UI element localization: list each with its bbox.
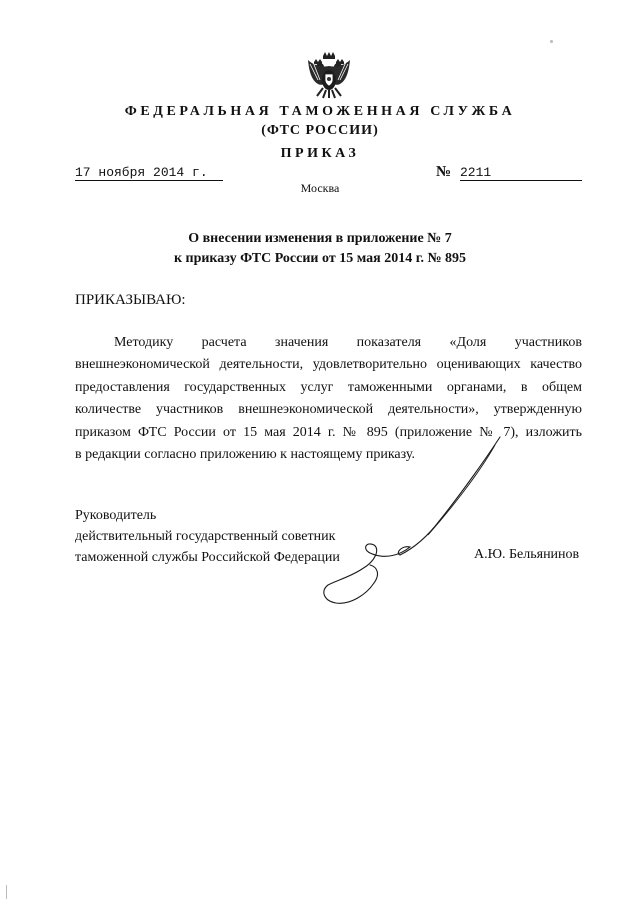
document-type: ПРИКАЗ	[280, 146, 360, 161]
order-subject	[0, 229, 640, 269]
signer-name: А.Ю. Бельянинов	[474, 547, 580, 562]
subject-line: О внесении изменения в приложение № 7	[188, 231, 452, 246]
number-sign: №	[436, 164, 452, 180]
body-line: приказом ФТС России от 15 мая 2014 г. № 895 (приложение № 7), изложить	[75, 424, 582, 440]
scan-speck	[550, 40, 553, 43]
signer-title-line: Руководитель	[75, 508, 157, 523]
order-date: 17 ноября 2014 г.	[75, 166, 223, 181]
city: Москва	[300, 181, 340, 195]
subject-line: к приказу ФТС России от 15 мая 2014 г. № 895	[173, 251, 467, 266]
order-number: 2211	[460, 166, 582, 181]
russian-coat-of-arms-icon	[306, 50, 352, 100]
body-line: в редакции согласно приложению к настоящему приказу.	[75, 447, 415, 463]
body-line: количестве участников внешнеэкономической деятельности», утвержденную	[75, 402, 582, 418]
signer-title-line: таможенной службы Российской Федерации	[75, 550, 340, 565]
body-line: предоставления государственных услуг таможенными органами, в общем	[75, 379, 582, 395]
handwritten-signature-icon	[300, 435, 510, 610]
agency-short-name: (ФТС РОССИИ)	[261, 123, 379, 138]
body-line: Методику расчета значения показателя «Доля участников	[114, 335, 582, 350]
order-word: ПРИКАЗЫВАЮ:	[75, 292, 186, 308]
scan-edge-mark	[6, 885, 13, 899]
agency-name: ФЕДЕРАЛЬНАЯ ТАМОЖЕННАЯ СЛУЖБА	[124, 104, 516, 119]
signer-title-line: действительный государственный советник	[75, 529, 336, 544]
body-line: внешнеэкономической деятельности, удовлетворительно оценивающих качество	[75, 357, 582, 373]
